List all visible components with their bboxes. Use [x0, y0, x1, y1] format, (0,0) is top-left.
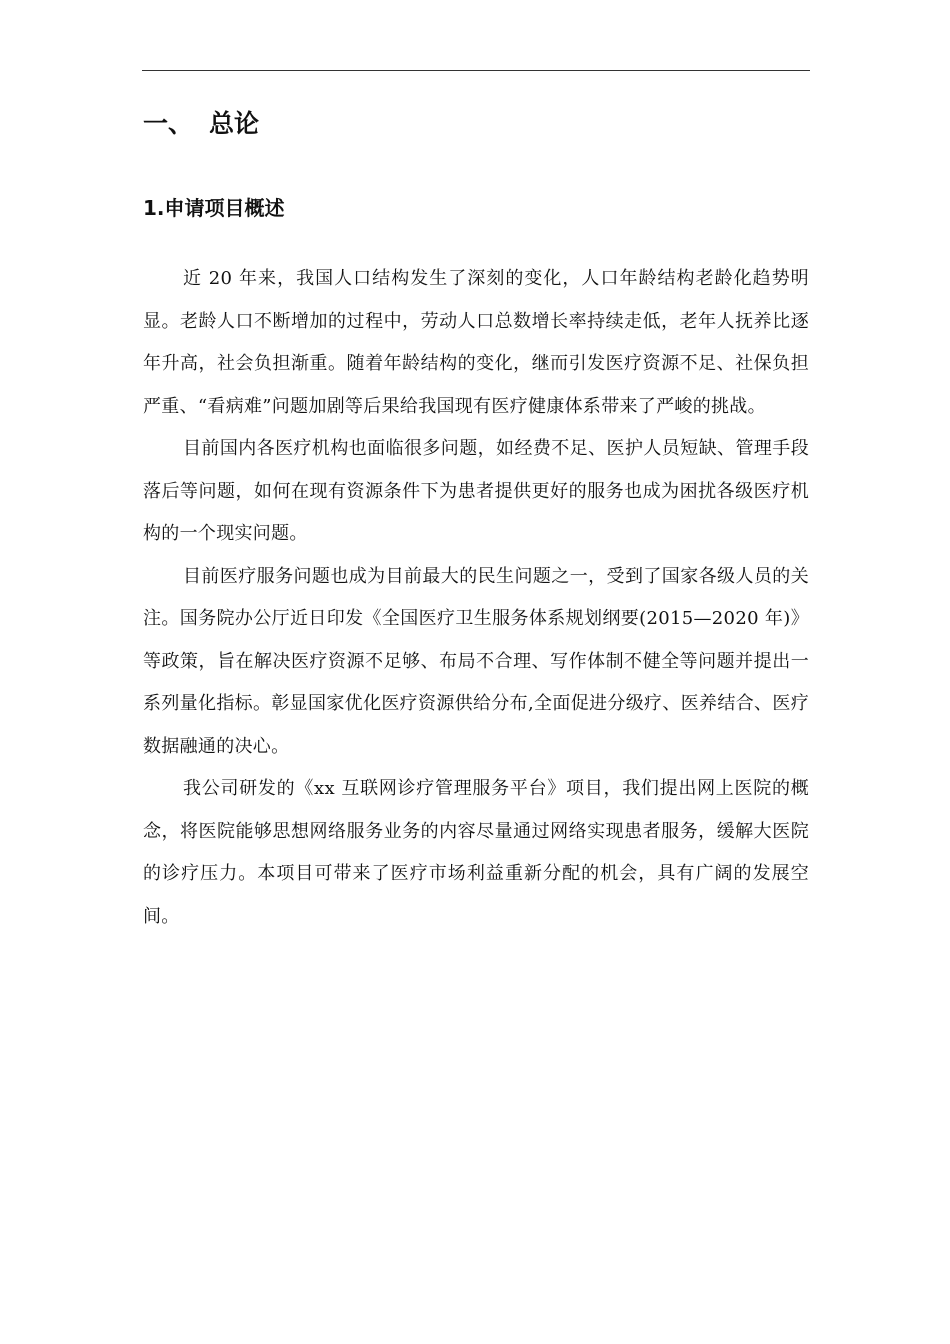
paragraph-2: 目前国内各医疗机构也面临很多问题，如经费不足、医护人员短缺、管理手段落后等问题，如何在现有资源条件下为患者提供更好的服务也成为困扰各级医疗机构的一个现实问题。: [143, 438, 809, 544]
header-rule: [142, 70, 810, 71]
body-text: [143, 258, 809, 938]
section-heading: 1.申请项目概述: [143, 196, 285, 220]
paragraph-4: 我公司研发的《xx 互联网诊疗管理服务平台》项目，我们提出网上医院的概念，将医院能够思想网络服务业务的内容尽量通过网络实现患者服务，缓解大医院的诊疗压力。本项目可带来了医疗市场利益重新分配的机会，具有广阔的发展空间。: [143, 778, 809, 927]
paragraph-3: 目前医疗服务问题也成为目前最大的民生问题之一，受到了国家各级人员的关注。国务院办公厅近日印发《全国医疗卫生服务体系规划纲要(2015—2020 年)》等政策，旨在解决医疗资源不足够、布局不合理、写作体制不健全等问题并提出一系列量化指标。彰显国家优化医疗资源供给分布,全面促进分级疗、医养结合、医疗数据融通的决心。: [143, 565, 809, 757]
chapter-number: 一、: [143, 109, 194, 138]
chapter-heading: [143, 106, 259, 142]
paragraph-1: 近 20 年来，我国人口结构发生了深刻的变化，人口年龄结构老龄化趋势明显。老龄人口不断增加的过程中，劳动人口总数增长率持续走低，老年人抚养比逐年升高，社会负担渐重。随着年龄结构的变化，继而引发医疗资源不足、社保负担严重、“看病难”问题加剧等后果给我国现有医疗健康体系带来了严峻的挑战。: [143, 268, 809, 417]
chapter-title: 总论: [209, 109, 260, 138]
